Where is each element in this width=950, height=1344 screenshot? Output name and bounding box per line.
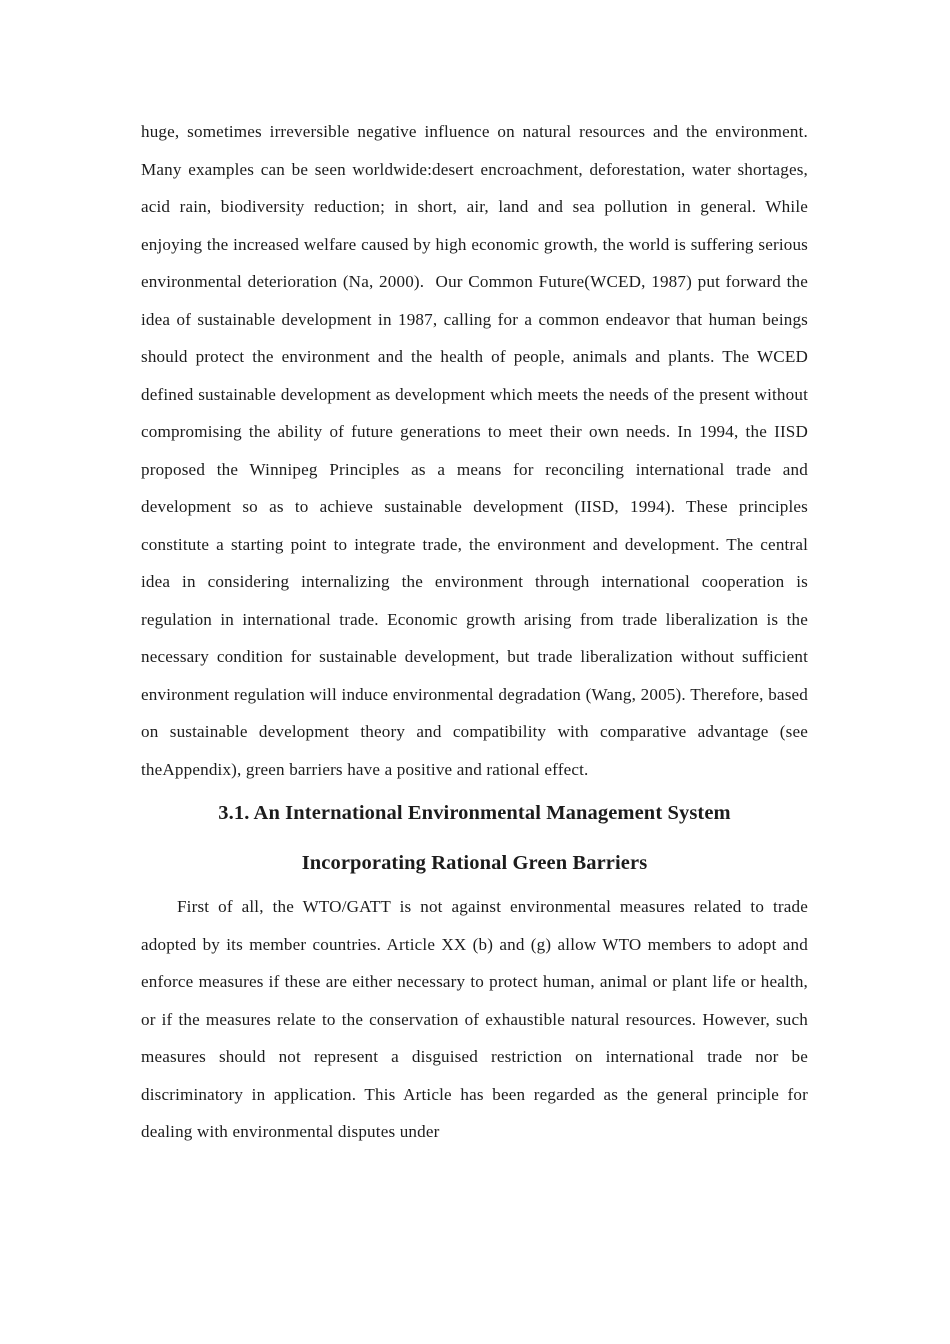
section-heading <box>141 788 808 888</box>
section-heading-line-1: 3.1. An International Environmental Management System <box>218 802 731 824</box>
page-text-column <box>141 113 813 1151</box>
body-paragraph-continued: huge, sometimes irreversible negative influence on natural resources and the environment. Many examples can be seen worldwide:desert encroachment, deforestation, water shortages, acid rain, biodiversity reduction; in short, air, land and sea pollution in general. While enjoying the increased welfare caused by high economic growth, the world is suffering serious environmental deterioration (Na, 2000). Our Common Future(WCED, 1987) put forward the idea of sustainable development in 1987, calling for a common endeavor that human beings should protect the environment and the health of people, animals and plants. The WCED defined sustainable development as development which meets the needs of the present without compromising the ability of future generations to meet their own needs. In 1994, the IISD proposed the Winnipeg Principles as a means for reconciling international trade and development so as to achieve sustainable development (IISD, 1994). These principles constitute a starting point to integrate trade, the environment and development. The central idea in considering internalizing the environment through international cooperation is regulation in international trade. Economic growth arising from trade liberalization is the necessary condition for sustainable development, but trade liberalization without sufficient environment regulation will induce environmental degradation (Wang, 2005). Therefore, based on sustainable development theory and compatibility with comparative advantage (see theAppendix), green barriers have a positive and rational effect. <box>141 122 813 779</box>
section-heading-line-2: Incorporating Rational Green Barriers <box>301 852 648 874</box>
body-paragraph-section-3-1: First of all, the WTO/GATT is not against environmental measures related to trade adopted by its member countries. Article XX (b) and (g) allow WTO members to adopt and enforce measures if these are either necessary to protect human, animal or plant life or health, or if the measures relate to the conservation of exhaustible natural resources. However, such measures should not represent a disguised restriction on international trade nor be discriminatory in application. This Article has been regarded as the general principle for dealing with environmental disputes under <box>141 897 813 1141</box>
